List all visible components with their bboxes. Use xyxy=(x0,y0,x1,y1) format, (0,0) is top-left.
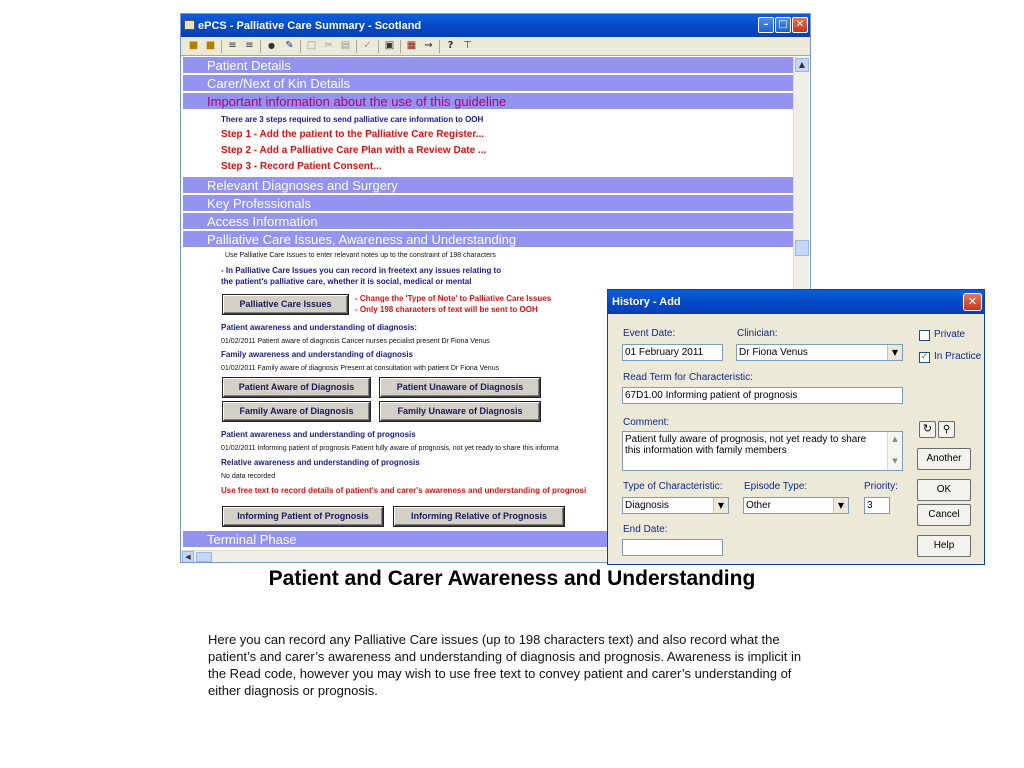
scroll-thumb[interactable] xyxy=(795,240,809,256)
family-diagnosis-entry: 01/02/2011 Family aware of diagnosis Present at consultation with patient Dr Fiona Venus xyxy=(221,365,500,372)
list-outdent-icon[interactable]: ≡ xyxy=(245,40,254,51)
type-of-characteristic-select[interactable] xyxy=(622,497,729,514)
relative-prognosis-heading: Relative awareness and understanding of prognosis xyxy=(221,458,420,467)
refresh-icon[interactable]: ↻ xyxy=(919,421,936,438)
episode-type-label: Episode Type: xyxy=(744,481,808,492)
close-button[interactable]: ✕ xyxy=(792,17,808,33)
in-practice-label: In Practice xyxy=(934,351,982,362)
freetext-warning: Use free text to record details of patient's and carer's awareness and understanding of prognosi xyxy=(221,486,587,495)
family-diagnosis-heading: Family awareness and understanding of diagnosis xyxy=(221,350,414,359)
section-relevant-diagnoses[interactable]: Relevant Diagnoses and Surgery xyxy=(183,177,793,194)
informing-relative-button[interactable]: Informing Relative of Prognosis xyxy=(394,507,564,526)
chevron-down-icon[interactable]: ▼ xyxy=(713,498,728,513)
end-date-field[interactable] xyxy=(622,539,723,556)
maximize-button[interactable]: □ xyxy=(775,17,791,33)
save-folder-icon[interactable]: ■ xyxy=(205,40,216,51)
priority-label: Priority: xyxy=(864,481,898,492)
section-patient-details[interactable]: Patient Details xyxy=(183,57,793,74)
family-aware-button[interactable]: Family Aware of Diagnosis xyxy=(223,402,370,421)
section-access-information[interactable]: Access Information xyxy=(183,213,793,230)
check-icon[interactable]: ✓ xyxy=(363,40,372,51)
help-button[interactable]: Help xyxy=(917,535,971,557)
dialog-close-icon[interactable]: ✕ xyxy=(963,293,982,311)
scroll-thumb-horizontal[interactable] xyxy=(196,552,212,562)
scroll-up-icon[interactable]: ▲ xyxy=(892,435,898,443)
section-carer[interactable]: Carer/Next of Kin Details xyxy=(183,75,793,92)
freetext-note-2: the patient's palliative care, whether it is social, medical or mental xyxy=(221,277,472,286)
informing-patient-button[interactable]: Informing Patient of Prognosis xyxy=(223,507,383,526)
patient-aware-button[interactable]: Patient Aware of Diagnosis xyxy=(223,378,370,397)
section-important-information[interactable]: Important information about the use of this guideline xyxy=(183,93,793,110)
paste-icon[interactable]: ▤ xyxy=(340,40,351,51)
step-2-link[interactable]: Step 2 - Add a Palliative Care Plan with a Review Date ... xyxy=(221,145,487,156)
cancel-button[interactable]: Cancel xyxy=(917,504,971,526)
open-folder-icon[interactable]: ■ xyxy=(188,40,199,51)
list-indent-icon[interactable]: ≡ xyxy=(228,40,237,51)
history-add-dialog xyxy=(607,289,985,565)
window-title-bar[interactable] xyxy=(181,14,810,37)
comment-label: Comment: xyxy=(623,417,670,428)
section-terminal-phase[interactable]: Terminal Phase xyxy=(183,531,793,548)
change-note-1: - Change the 'Type of Note' to Palliative Care Issues xyxy=(355,294,552,303)
end-date-label: End Date: xyxy=(623,524,668,535)
read-term-field[interactable]: 67D1.00 Informing patient of prognosis xyxy=(622,387,903,404)
clinician-label: Clinician: xyxy=(737,328,778,339)
clinician-select[interactable] xyxy=(736,344,903,361)
clinician-value: Dr Fiona Venus xyxy=(739,347,808,358)
step-3-link[interactable]: Step 3 - Record Patient Consent... xyxy=(221,161,382,172)
section-palliative-care-issues[interactable]: Palliative Care Issues, Awareness and Understanding xyxy=(183,231,793,248)
export-icon[interactable]: ⇝ xyxy=(424,40,433,51)
another-button[interactable]: Another xyxy=(917,448,971,470)
relative-prognosis-entry: No data recorded xyxy=(221,473,276,480)
scroll-left-arrow-icon[interactable]: ◀ xyxy=(182,551,194,563)
private-label: Private xyxy=(934,329,966,340)
scroll-down-icon[interactable]: ▼ xyxy=(892,457,898,465)
palliative-care-issues-button[interactable]: Palliative Care Issues xyxy=(223,295,348,314)
minimize-button[interactable]: – xyxy=(758,17,774,33)
episode-type-select[interactable] xyxy=(743,497,849,514)
patient-diagnosis-heading: Patient awareness and understanding of diagnosis: xyxy=(221,323,418,332)
patient-prognosis-entry: 01/02/2011 Informing patient of prognosis Patient fully aware of prognosis, not yet ready to share this informa xyxy=(221,445,559,452)
patient-diagnosis-entry: 01/02/2011 Patient aware of diagnosis Cancer nurses pecialist present Dr Fiona Venus xyxy=(221,338,490,345)
step-1-link[interactable]: Step 1 - Add the patient to the Palliative Care Register... xyxy=(221,129,485,140)
priority-field[interactable]: 3 xyxy=(864,497,890,514)
event-date-label: Event Date: xyxy=(623,328,676,339)
in-practice-checkbox[interactable]: ✓ xyxy=(920,352,929,362)
chevron-down-icon[interactable]: ▼ xyxy=(833,498,848,513)
disk-icon[interactable]: ▣ xyxy=(384,40,395,51)
slide-description: Here you can record any Palliative Care issues (up to 198 characters text) and also record what the patient’s and carer’s awareness and understanding of diagnosis and prognosis. Awareness is implicit in the Read code, however you may wish to use free text to convey patient and carer’s understanding of either diagnosis or prognosis. xyxy=(208,632,802,698)
dialog-title-bar[interactable] xyxy=(608,290,984,314)
section-key-professionals[interactable]: Key Professionals xyxy=(183,195,793,212)
read-term-label: Read Term for Characteristic: xyxy=(623,372,753,383)
pin-icon[interactable]: ⊤ xyxy=(463,40,472,51)
use-note: Use Palliative Care Issues to enter relevant notes up to the constraint of 198 characters xyxy=(225,252,496,259)
important-intro: There are 3 steps required to send palliative care information to OOH xyxy=(221,115,484,124)
ok-button[interactable]: OK xyxy=(917,479,971,501)
window-title: ePCS - Palliative Care Summary - Scotland xyxy=(198,20,422,32)
patient-unaware-button[interactable]: Patient Unaware of Diagnosis xyxy=(380,378,540,397)
type-of-characteristic-label: Type of Characteristic: xyxy=(623,481,723,492)
sixty-icon[interactable]: ● xyxy=(268,41,275,50)
search-icon[interactable]: ⚲ xyxy=(938,421,955,438)
comment-textarea[interactable] xyxy=(622,431,903,471)
slide-heading: Patient and Carer Awareness and Understanding xyxy=(268,567,756,590)
app-icon xyxy=(184,20,195,30)
copy-icon[interactable]: □ xyxy=(306,40,317,51)
edit-icon[interactable]: ✎ xyxy=(285,40,294,51)
patient-prognosis-heading: Patient awareness and understanding of prognosis xyxy=(221,430,416,439)
family-unaware-button[interactable]: Family Unaware of Diagnosis xyxy=(380,402,540,421)
cut-icon[interactable]: ✂ xyxy=(324,40,333,51)
chevron-down-icon[interactable]: ▼ xyxy=(887,345,902,360)
event-date-field[interactable]: 01 February 2011 xyxy=(622,344,723,361)
comment-text: Patient fully aware of prognosis, not yet ready to share this information with family members xyxy=(625,434,867,456)
episode-value: Other xyxy=(746,500,772,511)
change-note-2: - Only 198 characters of text will be sent to OOH xyxy=(355,305,538,314)
type-value: Diagnosis xyxy=(625,500,669,511)
grid-icon[interactable]: ▦ xyxy=(406,40,417,51)
freetext-note-1: - In Palliative Care Issues you can record in freetext any issues relating to xyxy=(221,266,502,275)
help-icon[interactable]: ? xyxy=(447,40,454,51)
private-checkbox[interactable] xyxy=(919,330,930,341)
toolbar xyxy=(181,37,810,56)
dialog-title: History - Add xyxy=(612,296,681,308)
comment-scrollbar[interactable] xyxy=(887,432,902,470)
scroll-up-arrow-icon[interactable]: ▲ xyxy=(795,58,809,72)
